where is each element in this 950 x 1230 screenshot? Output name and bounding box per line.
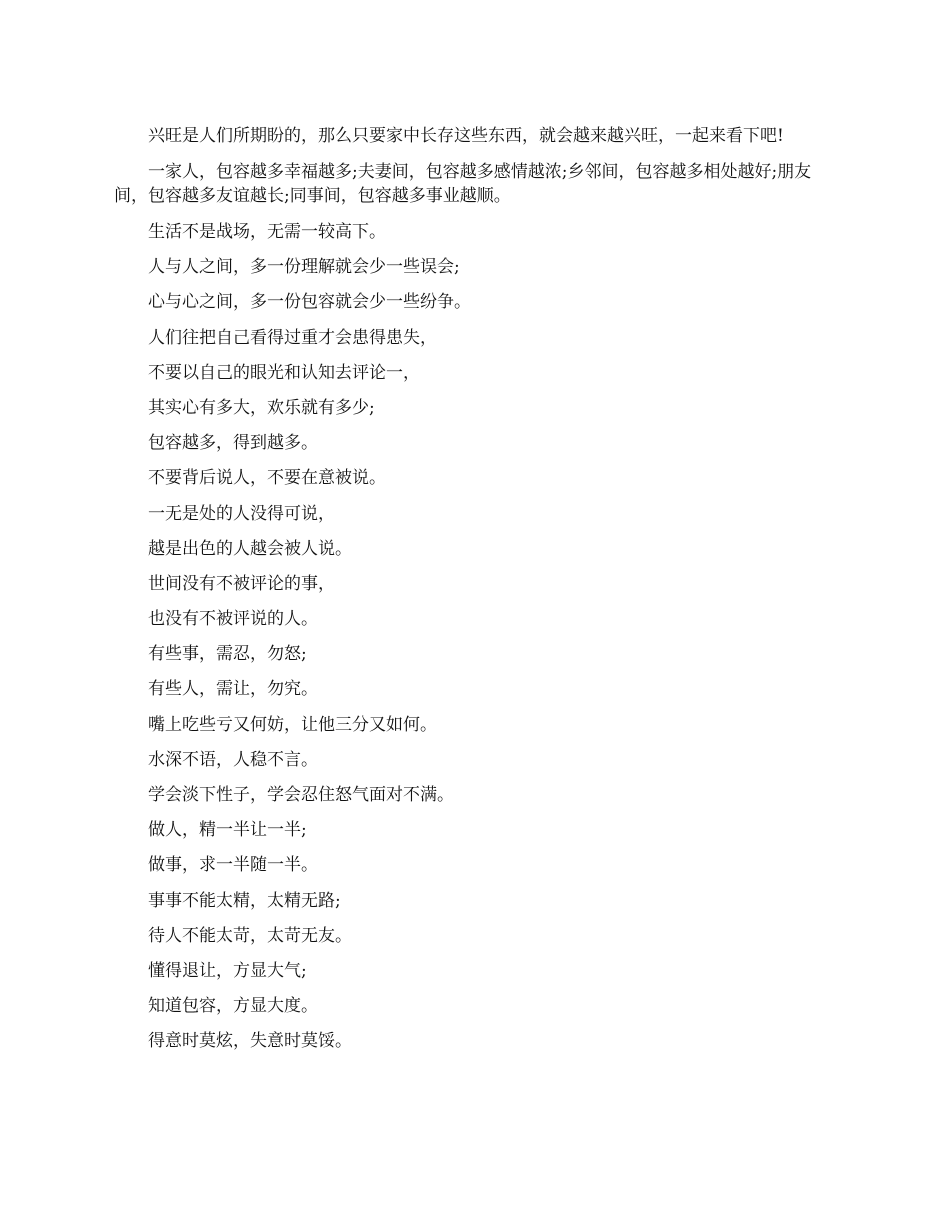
text-line: 人们往把自己看得过重才会患得患失， (148, 327, 437, 348)
document-body (114, 124, 838, 1065)
text-line: 包容越多，得到越多。 (148, 433, 318, 454)
text-line: 水深不语，人稳不言。 (148, 749, 318, 770)
intro-paragraph: 兴旺是人们所期盼的，那么只要家中长存这些东西，就会越来越兴旺，一起来看下吧! (148, 126, 784, 146)
text-line: 生活不是战场，无需一较高下。 (148, 222, 386, 242)
text-line: 其实心有多大，欢乐就有多少; (148, 397, 375, 418)
text-line: 懂得退让，方显大气; (148, 960, 307, 981)
text-line: 有些事，需忍，勿怒; (148, 644, 307, 665)
text-line: 有些人，需让，勿究。 (148, 679, 318, 700)
text-line: 嘴上吃些亏又何妨，让他三分又如何。 (148, 714, 437, 735)
text-line: 不要以自己的眼光和认知去评论一， (148, 362, 420, 383)
text-line: 做事，求一半随一半。 (148, 855, 318, 876)
text-line: 得意时莫炫，失意时莫馁。 (148, 1031, 352, 1052)
text-line: 也没有不被评说的人。 (148, 609, 318, 630)
text-line: 不要背后说人，不要在意被说。 (148, 468, 386, 489)
text-line: 一无是处的人没得可说， (148, 503, 335, 524)
text-line: 人与人之间，多一份理解就会少一些误会; (148, 257, 460, 278)
text-line: 做人，精一半让一半; (148, 820, 307, 841)
text-line: 世间没有不被评论的事， (148, 573, 335, 594)
text-line: 待人不能太苛，太苛无友。 (148, 925, 352, 946)
text-line: 越是出色的人越会被人说。 (148, 538, 352, 559)
tolerance-paragraph: 一家人，包容越多幸福越多;夫妻间，包容越多感情越浓;乡邻间，包容越多相处越好;朋友间，包容越多友谊越长;同事间，包容越多事业越顺。 (114, 162, 812, 206)
text-line: 学会淡下性子，学会忍住怒气面对不满。 (148, 785, 454, 805)
text-line: 事事不能太精，太精无路; (148, 890, 341, 911)
text-line: 知道包容，方显大度。 (148, 996, 318, 1017)
text-line: 心与心之间，多一份包容就会少一些纷争。 (148, 292, 471, 313)
